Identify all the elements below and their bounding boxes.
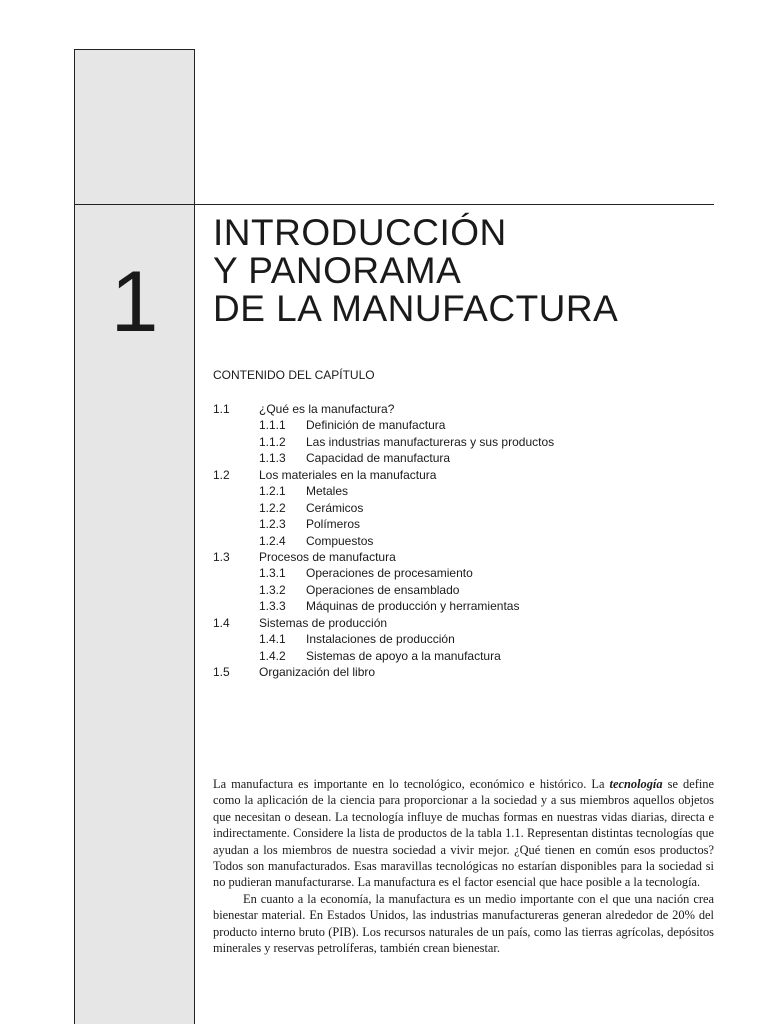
toc-subsection xyxy=(213,565,733,581)
chapter-number: 1 xyxy=(110,254,159,350)
body-paragraph xyxy=(213,776,714,891)
toc-number: 1.2.1 xyxy=(259,484,286,499)
toc-number: 1.5 xyxy=(213,665,230,679)
toc-subsection xyxy=(213,533,733,549)
toc-label: Operaciones de ensamblado xyxy=(306,582,460,597)
toc-number: 1.3.3 xyxy=(259,599,286,614)
body-text-run: La manufactura es importante en lo tecnológico, económico e histórico. La xyxy=(213,777,610,791)
toc-label: Operaciones de procesamiento xyxy=(306,566,473,581)
toc-label: Los materiales en la manufactura xyxy=(259,467,437,482)
toc-subsection xyxy=(213,516,733,532)
toc-subsection xyxy=(213,500,733,516)
toc-number: 1.3.1 xyxy=(259,566,286,581)
toc-label: Instalaciones de producción xyxy=(306,632,455,647)
toc-subsection xyxy=(213,417,733,433)
toc-number: 1.2 xyxy=(213,467,230,482)
toc-label: Las industrias manufactureras y sus productos xyxy=(306,434,555,449)
toc-subsection xyxy=(213,582,733,598)
toc-label: Compuestos xyxy=(306,533,374,548)
toc-number: 1.4.2 xyxy=(259,648,286,663)
toc-subsection xyxy=(213,450,733,466)
table-of-contents xyxy=(213,401,733,680)
toc-label: Sistemas de producción xyxy=(259,615,388,630)
toc-label: ¿Qué es la manufactura? xyxy=(259,402,395,416)
toc-section xyxy=(213,664,733,680)
toc-subsection xyxy=(213,434,733,450)
toc-subsection xyxy=(213,483,733,499)
chapter-title xyxy=(213,214,733,328)
toc-label: Definición de manufactura xyxy=(306,418,446,433)
toc-number: 1.2.3 xyxy=(259,517,286,532)
toc-number: 1.4 xyxy=(213,615,230,630)
toc-section xyxy=(213,615,733,631)
toc-number: 1.3 xyxy=(213,549,230,564)
toc-number: 1.3.2 xyxy=(259,582,286,597)
toc-label: Máquinas de producción y herramientas xyxy=(306,599,520,614)
toc-label: Cerámicos xyxy=(306,500,364,515)
toc-subsection xyxy=(213,648,733,664)
toc-number: 1.1.2 xyxy=(259,434,286,449)
toc-number: 1.2.4 xyxy=(259,533,286,548)
toc-number: 1.4.1 xyxy=(259,632,286,647)
toc-section xyxy=(213,549,733,565)
body-text-run: se define como la aplicación de la ciencia para proporcionar a la sociedad y a sus miembros aquellos objetos que necesitan o desean. La tecnología influye de muchas formas en nuestras vidas diarias, directa e indirectamente. Considere la lista de productos de la tabla 1.1. Representan distintas tecnologías que ayudan a los miembros de nuestra sociedad a vivir mejor. ¿Qué tienen en común esos productos? Todos son manufacturados. Esas maravillas tecnológicas no estarían disponibles para la sociedad si no pudieran manufacturarse. La manufactura es el factor esencial que hace posible a la tecnología. xyxy=(213,777,714,890)
toc-label: Organización del libro xyxy=(259,665,376,679)
toc-number: 1.1.3 xyxy=(259,451,286,466)
chapter-title-line: Y PANORAMA xyxy=(213,250,462,291)
toc-label: Procesos de manufactura xyxy=(259,549,396,564)
emphasized-term: tecnología xyxy=(609,777,663,791)
body-text xyxy=(213,776,714,956)
body-paragraph: En cuanto a la economía, la manufactura es un medio importante con el que una nación crea bienestar material. En Estados Unidos, las industrias manufactureras generan alrededor de 20% del producto interno bruto (PIB). Los recursos naturales de un país, como las tierras agrícolas, depósitos minerales y reservas petrolíferas, también crean bienestar. xyxy=(213,891,714,956)
chapter-title-line: DE LA MANUFACTURA xyxy=(213,288,619,329)
chapter-box-top xyxy=(74,49,195,204)
toc-subsection xyxy=(213,598,733,614)
toc-label: Metales xyxy=(306,484,349,499)
toc-number: 1.2.2 xyxy=(259,500,286,515)
toc-label: Capacidad de manufactura xyxy=(306,451,451,466)
toc-section xyxy=(213,467,733,483)
toc-section xyxy=(213,401,733,417)
toc-subsection xyxy=(213,631,733,647)
toc-label: Polímeros xyxy=(306,517,361,532)
chapter-title-line: INTRODUCCIÓN xyxy=(213,212,507,253)
contents-heading: CONTENIDO DEL CAPÍTULO xyxy=(213,368,375,382)
toc-label: Sistemas de apoyo a la manufactura xyxy=(306,648,501,663)
toc-number: 1.1.1 xyxy=(259,418,286,433)
toc-number: 1.1 xyxy=(213,402,230,416)
chapter-rule xyxy=(74,204,714,205)
